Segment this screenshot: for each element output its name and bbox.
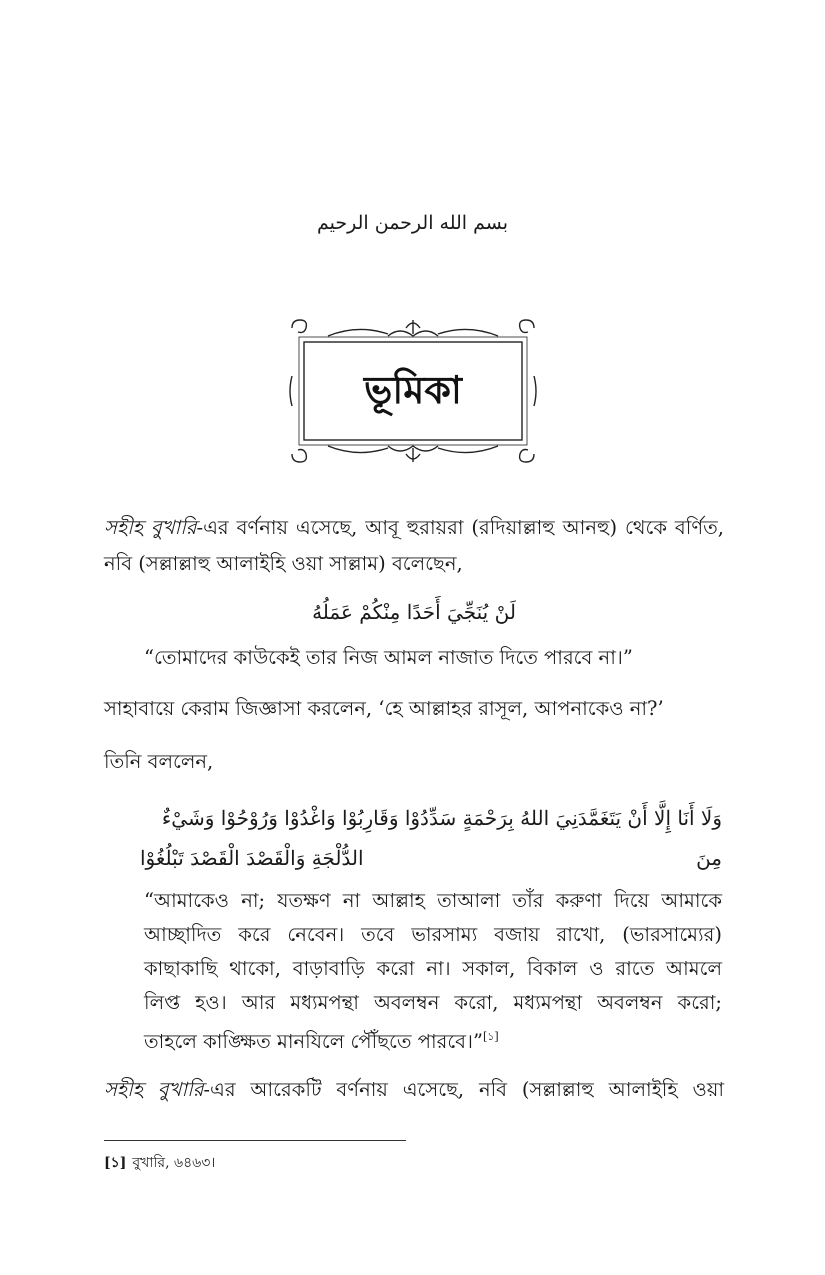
source-book-title: সহীহ বুখারি xyxy=(104,516,197,539)
hadith2-arabic-line-2-text: الدُّلْجَةِ وَالْقَصْدَ الْقَصْدَ تَبْلُغُوْا xyxy=(140,846,364,870)
hadith2-translation-line: লিপ্ত হও। আর মধ্যমপন্থা অবলম্বন করো, মধ্যমপন্থা অবলম্বন করো; xyxy=(144,991,722,1014)
bismillah: بسم الله الرحمن الرحيم xyxy=(317,212,508,234)
footnote-text: বুখারি, ৬৪৬৩। xyxy=(132,1155,216,1171)
reply-intro: তিনি বললেন, xyxy=(104,750,214,773)
closing-line xyxy=(104,1072,724,1108)
hadith1-arabic: لَنْ يُنَجِّيَ أَحَدًا مِنْكُمْ عَمَلُهُ xyxy=(312,600,516,624)
source-book-title: সহীহ বুখারি xyxy=(104,1078,204,1101)
closing-line-text: -এর আরেকটি বর্ণনায় এসেছে, নবি (সল্লাল্লাহু আলাইহি ওয়া xyxy=(203,1078,724,1101)
hadith2-translation-last-line xyxy=(144,1020,722,1059)
hadith2-translation-line: তাহলে কাঙ্ক্ষিত মানযিলে পৌঁছতে পারবে।” xyxy=(144,1030,483,1053)
companions-question: সাহাবায়ে কেরাম জিজ্ঞাসা করলেন, ‘হে আল্লাহর রাসূল, আপনাকেও না?’ xyxy=(104,697,664,720)
intro-line-1-text: -এর বর্ণনায় এসেছে, আবূ হুরায়রা (রদিয়াল্লাহু আনহু) থেকে বর্ণিত, xyxy=(196,516,724,539)
hadith2-translation xyxy=(144,884,722,1059)
intro-line-1 xyxy=(104,510,724,546)
hadith2-translation-line: আচ্ছাদিত করে নেবেন। তবে ভারসাম্য বজায় রাখো, (ভারসাম্যের) xyxy=(144,923,722,946)
footnote-marker: [১] xyxy=(104,1155,127,1171)
hadith2-arabic-line-2 xyxy=(140,838,722,878)
hadith1-translation: “তোমাদের কাউকেই তার নিজ আমল নাজাত দিতে পারবে না।” xyxy=(144,646,633,669)
intro-line-2: নবি (সল্লাল্লাহু আলাইহি ওয়া সাল্লাম) বলেছেন, xyxy=(104,552,463,575)
footnote-reference[interactable]: [১] xyxy=(482,1030,499,1043)
hadith2-arabic-line-1: وَلَا أَنَا إِلَّا أَنْ يَتَغَمَّدَنِيَ اللهُ بِرَحْمَةٍ سَدِّدُوْا وَقَارِبُوْا وَاغْدُوْا وَرُوْحُوْا وَشَيْءٌ مِنَ xyxy=(161,806,722,870)
footnote xyxy=(104,1152,215,1174)
hadith2-translation-line: কাছাকাছি থাকো, বাড়াবাড়ি করো না। সকাল, বিকাল ও রাতে আমলে xyxy=(144,957,722,980)
chapter-title-frame xyxy=(288,316,538,466)
footnote-divider xyxy=(104,1140,406,1141)
hadith2-translation-line: “আমাকেও না; যতক্ষণ না আল্লাহ তাআলা তাঁর করুণা দিয়ে আমাকে xyxy=(144,889,722,912)
chapter-title: ভূমিকা xyxy=(364,368,462,412)
